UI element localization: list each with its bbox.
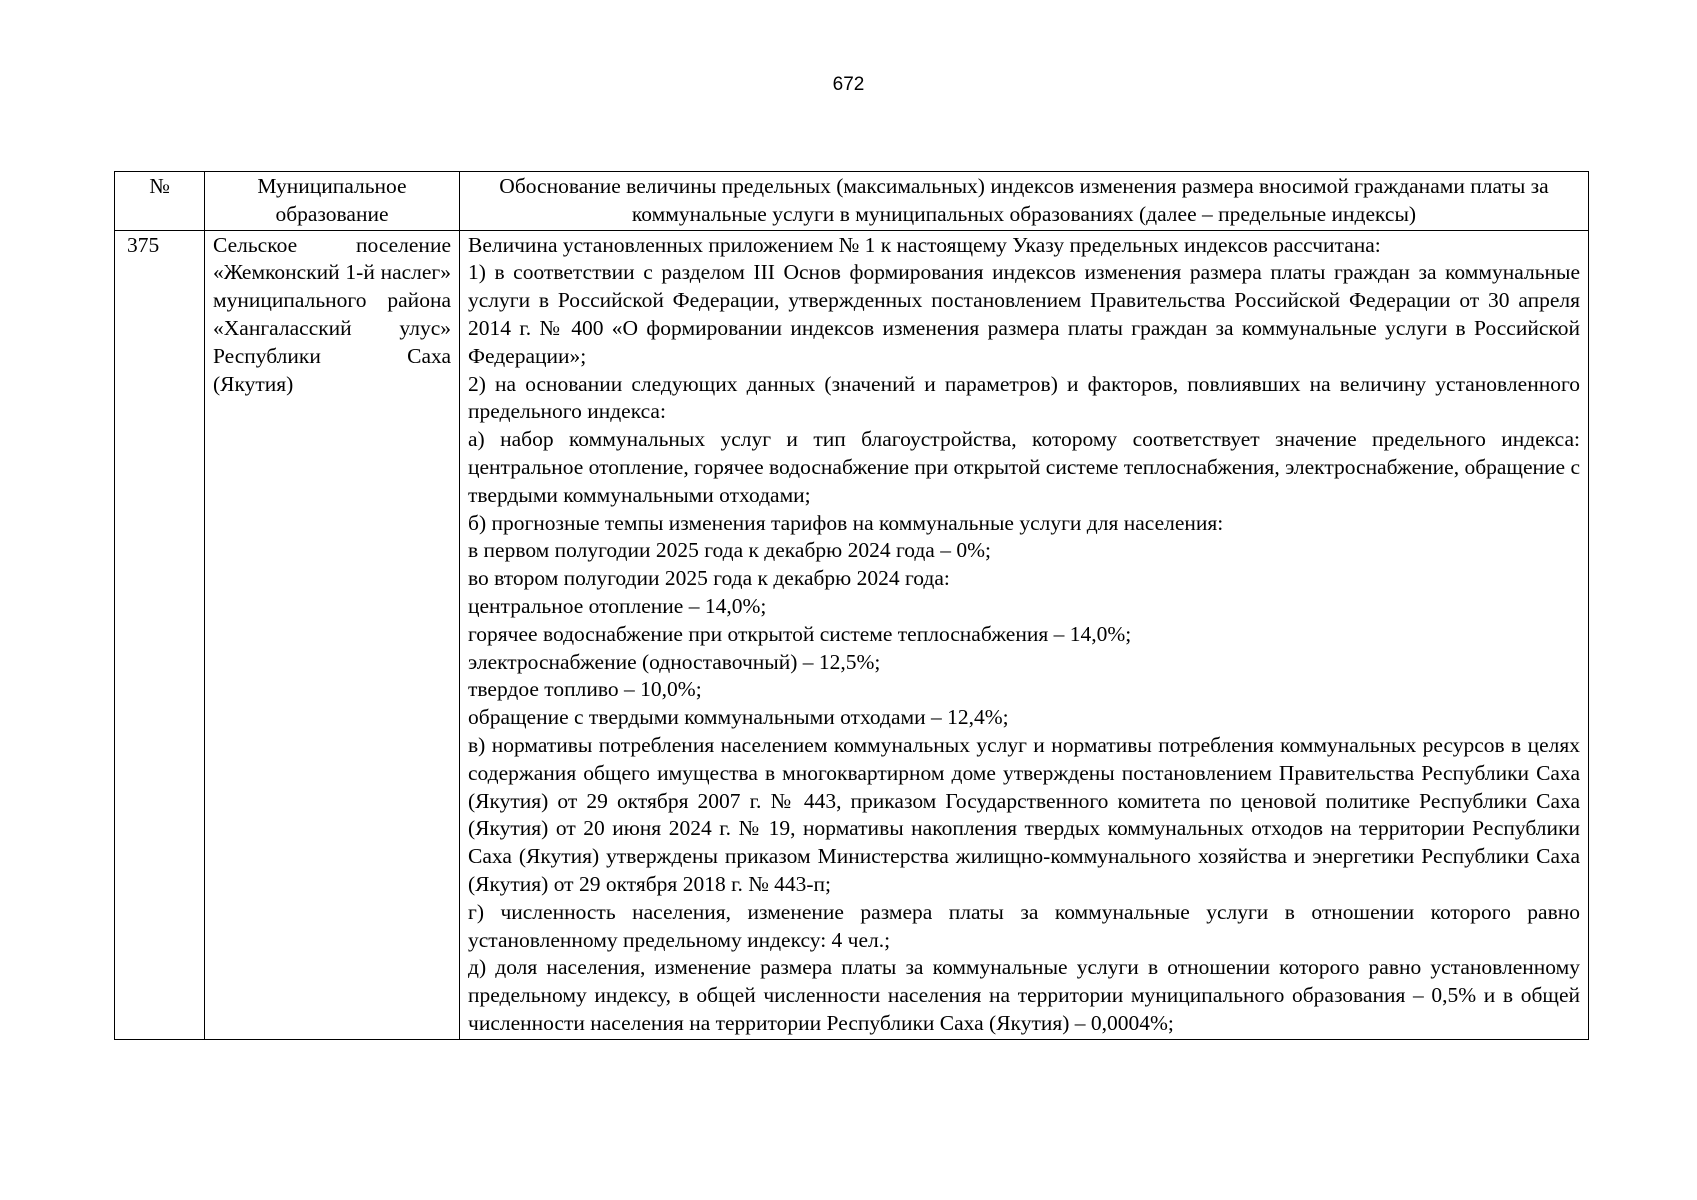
header-justification: Обоснование величины предельных (максимальных) индексов изменения размера вносимой гражданами платы за коммунальные услуги в муниципальных образованиях (далее – предельные индексы) <box>460 172 1589 231</box>
rate-electricity: электроснабжение (одноставочный) – 12,5%; <box>468 649 881 674</box>
paragraph-intro: Величина установленных приложением № 1 к настоящему Указу предельных индексов рассчитана: <box>468 232 1381 257</box>
table-row <box>115 230 1589 1039</box>
rate-second-half: во втором полугодии 2025 года к декабрю 2024 года: <box>468 566 950 591</box>
rate-heating: центральное отопление – 14,0%; <box>468 593 767 618</box>
tariff-index-table <box>114 171 1589 1040</box>
paragraph-2: 2) на основании следующих данных (значений и параметров) и факторов, повлиявших на величину установленного предельного индекса: <box>468 371 1580 424</box>
table-header-row <box>115 172 1589 231</box>
page-number: 672 <box>832 74 865 95</box>
header-municipality: Муниципальное образование <box>205 172 460 231</box>
paragraph-a: а) набор коммунальных услуг и тип благоустройства, которому соответствует значение предельного индекса: центральное отопление, горячее водоснабжение при открытой системе теплоснабжения, электроснабжение, обращение с твердыми коммунальными отходами; <box>468 427 1581 507</box>
row-municipality: Сельское поселение «Жемконский 1-й наслег» муниципального района «Хангаласский улус» Республики Саха (Якутия) <box>205 230 460 1039</box>
paragraph-b: б) прогнозные темпы изменения тарифов на коммунальные услуги для населения: <box>468 510 1224 535</box>
paragraph-g: г) численность населения, изменение размера платы за коммунальные услуги в отношении которого равно установленному предельному индексу: 4 чел.; <box>468 899 1580 952</box>
header-number: № <box>115 172 205 231</box>
row-justification <box>460 230 1589 1039</box>
paragraph-v: в) нормативы потребления населением коммунальных услуг и нормативы потребления коммунальных ресурсов в целях содержания общего имущества в многоквартирном доме утверждены постановлением Правительства Республики Саха (Якутия) от 29 октября 2007 г. № 443, приказом Государственного комитета по ценовой политике Республики Саха (Якутия) от 20 июня 2024 г. № 19, нормативы накопления твердых коммунальных отходов на территории Республики Саха (Якутия) утверждены приказом Министерства жилищно-коммунального хозяйства и энергетики Республики Саха (Якутия) от 29 октября 2018 г. № 443-п; <box>468 732 1580 896</box>
row-number: 375 <box>115 230 205 1039</box>
rate-hot-water: горячее водоснабжение при открытой системе теплоснабжения – 14,0%; <box>468 621 1132 646</box>
paragraph-d: д) доля населения, изменение размера платы за коммунальные услуги в отношении которого равно установленному предельному индексу, в общей численности населения на территории муниципального образования – 0,5% и в общей численности населения на территории Республики Саха (Якутия) – 0,0004%; <box>468 955 1580 1035</box>
rate-waste: обращение с твердыми коммунальными отходами – 12,4%; <box>468 705 1009 730</box>
paragraph-1: 1) в соответствии с разделом III Основ формирования индексов изменения размера платы граждан за коммунальные услуги в Российской Федерации, утвержденных постановлением Правительства Российской Федерации от 30 апреля 2014 г. № 400 «О формировании индексов изменения размера платы граждан за коммунальные услуги в Российской Федерации»; <box>468 260 1580 368</box>
rate-first-half: в первом полугодии 2025 года к декабрю 2024 года – 0%; <box>468 538 991 563</box>
rate-solid-fuel: твердое топливо – 10,0%; <box>468 677 702 702</box>
